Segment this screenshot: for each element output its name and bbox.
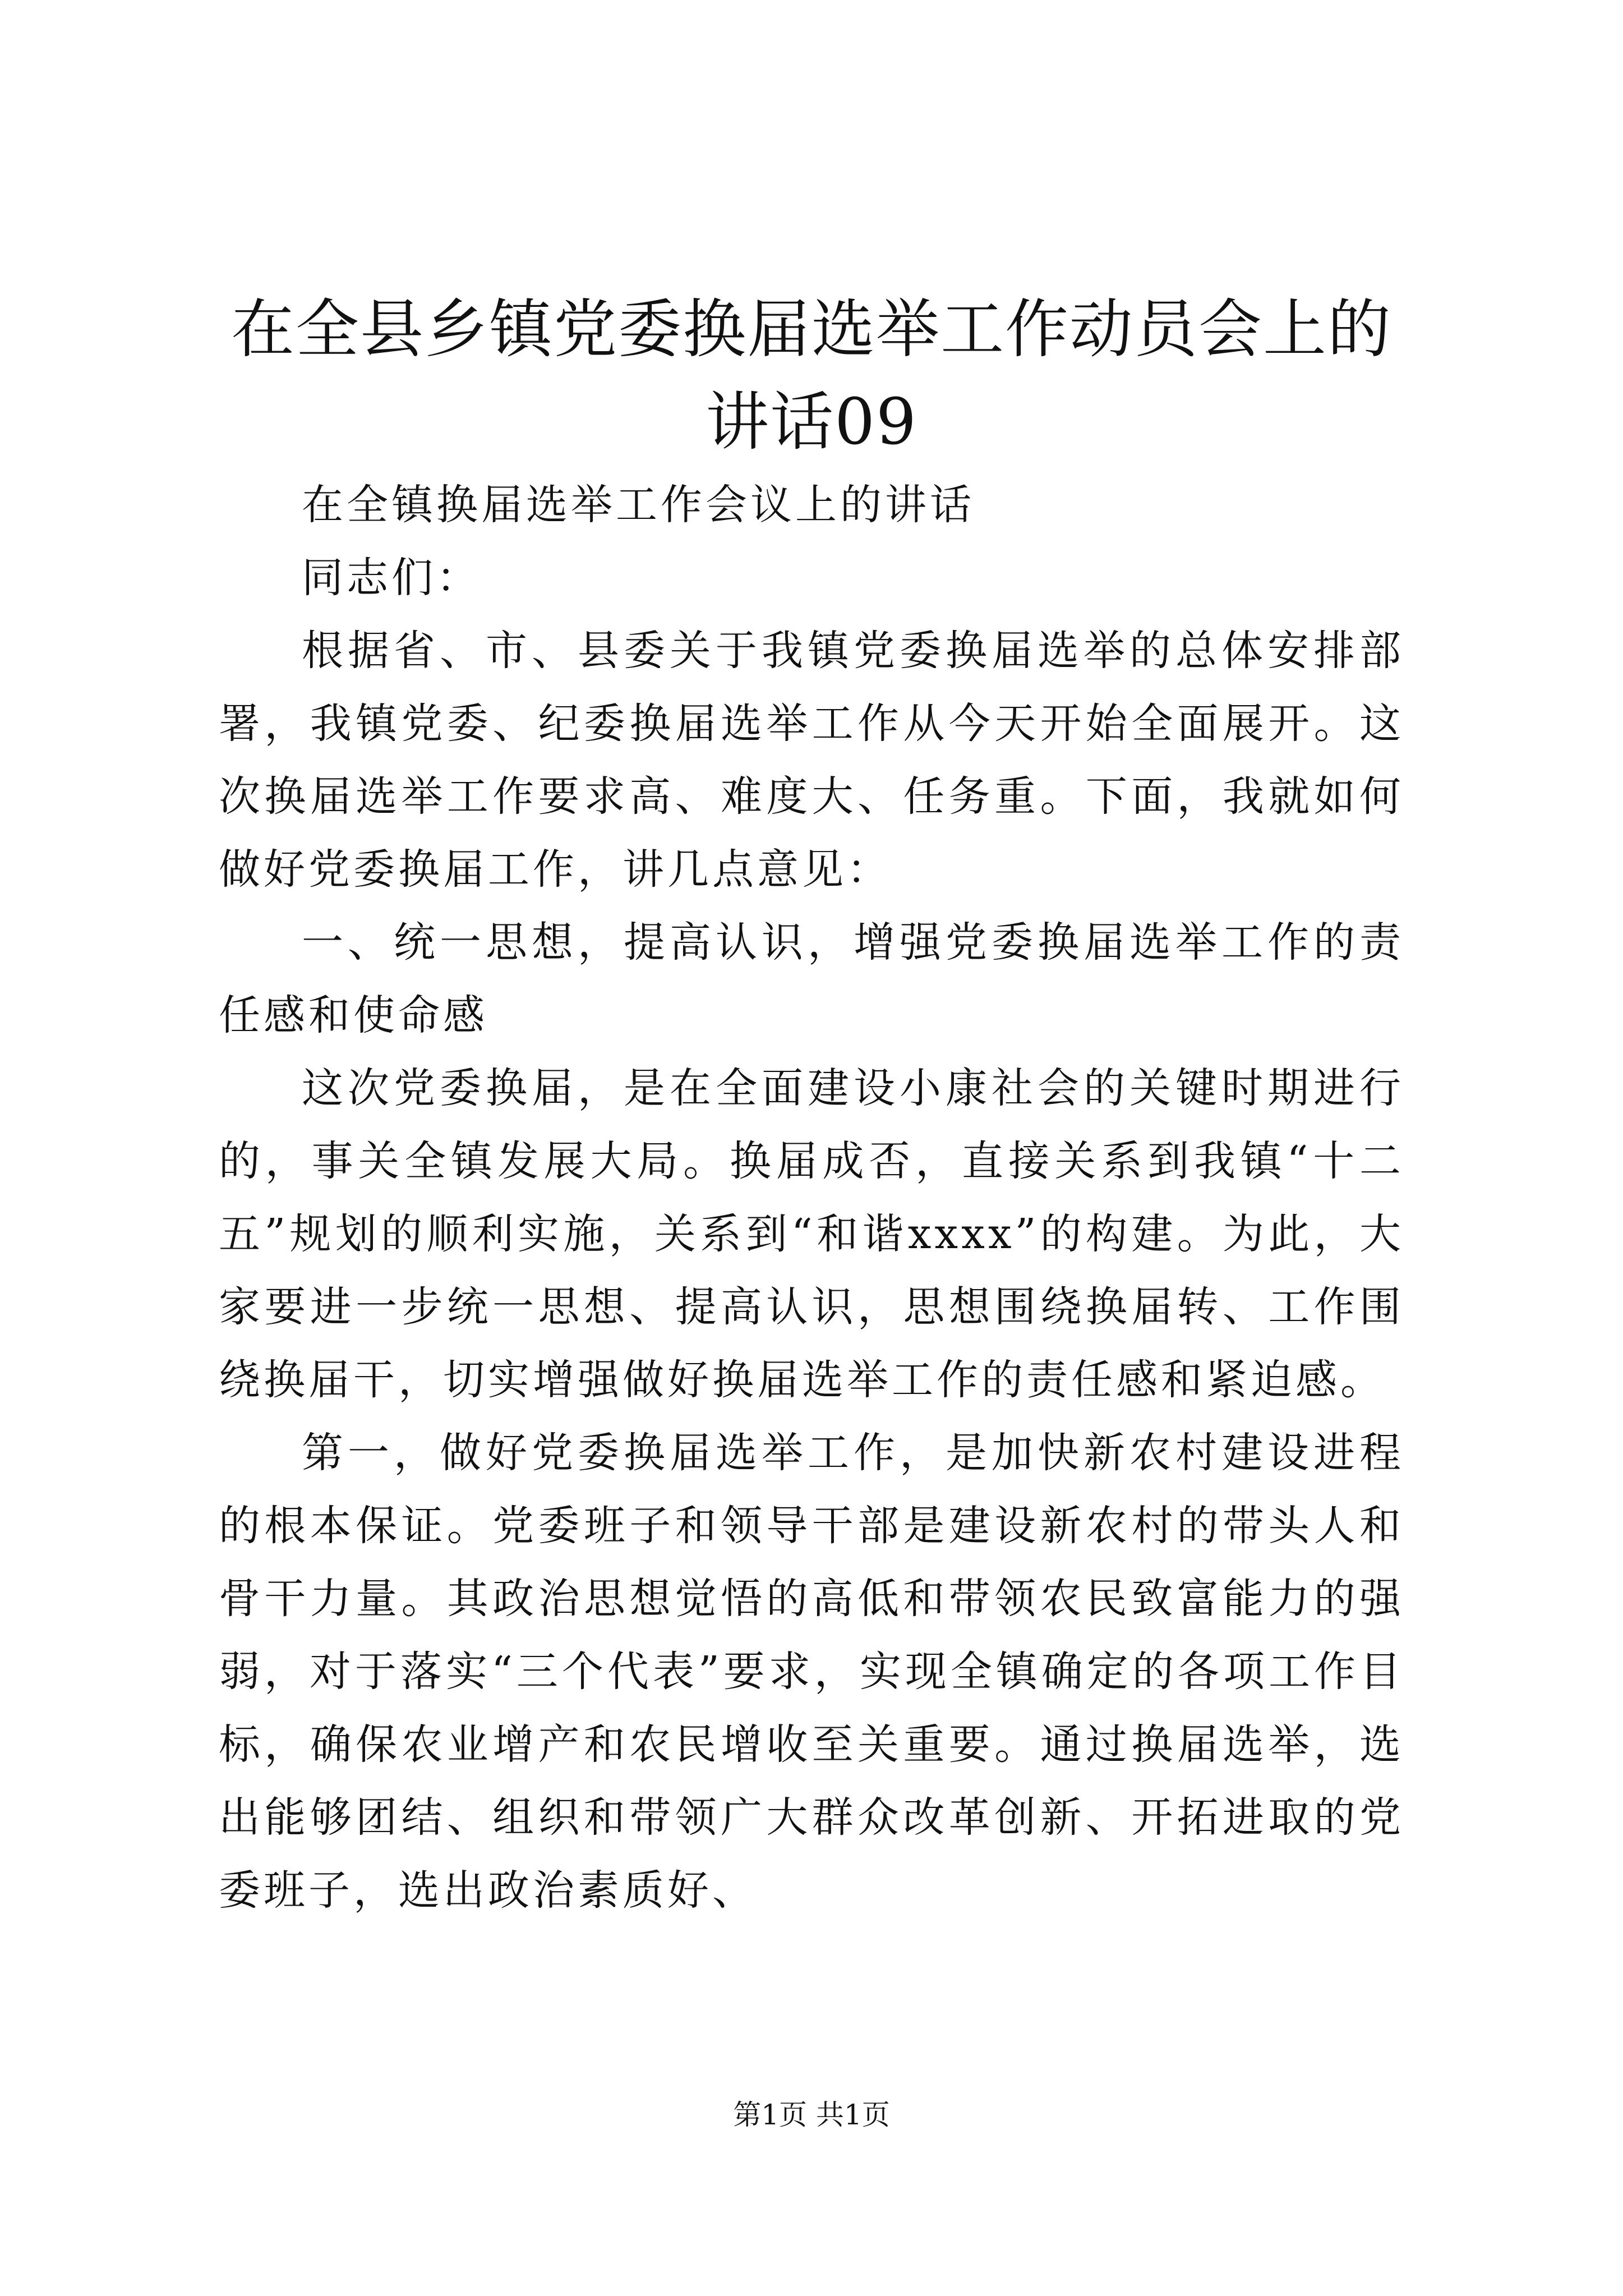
document-title: 在全县乡镇党委换届选举工作动员会上的讲话09 [231, 292, 1392, 459]
body-paragraph: 第一，做好党委换届选举工作，是加快新农村建设进程的根本保证。党委班子和领导干部是建设新农村的带头人和骨干力量。其政治思想觉悟的高低和带领农民致富能力的强弱，对于落实“三个代表”要求，实现全镇确定的各项工作目标，确保农业增产和农民增收至关重要。通过换届选举，选出能够团结、组织和带领广大群众改革创新、开拓进取的党委班子，选出政治素质好、 [219, 1429, 1404, 1915]
section-heading: 一、统一思想，提高认识，增强党委换届选举工作的责任感和使命感 [219, 918, 1404, 1039]
document-body [219, 468, 1404, 1927]
page-number-footer: 第1页 共1页 [733, 2099, 890, 2131]
subtitle-paragraph: 在全镇换届选举工作会议上的讲话 [302, 481, 975, 529]
body-paragraph: 这次党委换届，是在全面建设小康社会的关键时期进行的，事关全镇发展大局。换届成否，直接关系到我镇“十二五”规划的顺利实施，关系到“和谐xxxx”的构建。为此，大家要进一步统一思想、提高认识，思想围绕换届转、工作围绕换届干，切实增强做好换届选举工作的责任感和紧迫感。 [219, 1064, 1404, 1404]
body-paragraph: 根据省、市、县委关于我镇党委换届选举的总体安排部署，我镇党委、纪委换届选举工作从今天开始全面展开。这次换届选举工作要求高、难度大、任务重。下面，我就如何做好党委换届工作，讲几点意见： [219, 627, 1404, 894]
salutation-paragraph: 同志们： [302, 554, 481, 602]
